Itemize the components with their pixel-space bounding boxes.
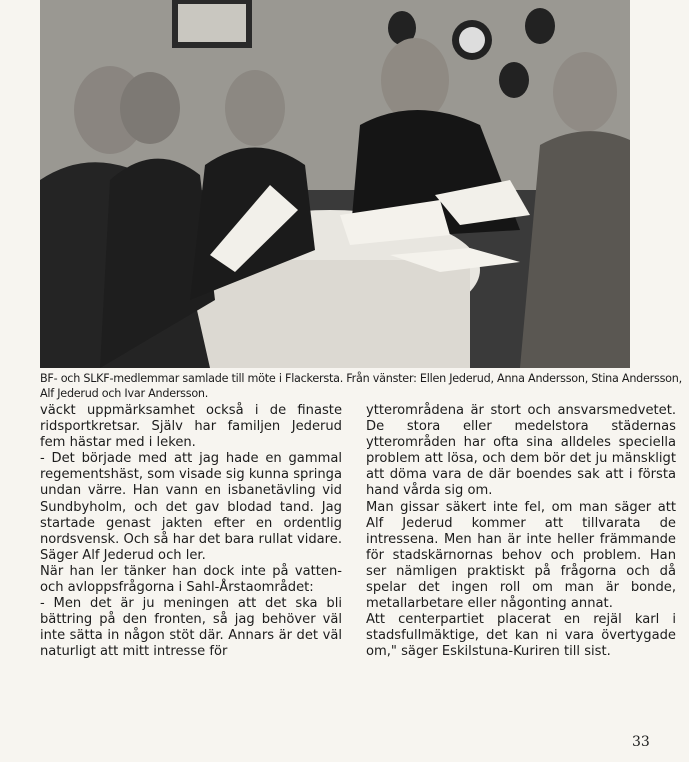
paragraph: - Men det är ju meningen att det ska bli bättring på den fronten, så jag behöver väl inte sätta in någon stöt där. Annars är det väl naturligt att mitt intresse för: [40, 596, 342, 660]
page-number: 33: [632, 734, 650, 750]
left-column: [40, 403, 342, 661]
paragraph: väckt uppmärksamhet också i de finaste ridsportkretsar. Själv har familjen Jederud fem hästar med i leken.: [40, 403, 342, 451]
paragraph: Man gissar säkert inte fel, om man säger att Alf Jederud kommer att tillvarata de intressena. Men han är inte heller främmande för stadskärnornas behov och problem. Han ser nämligen praktiskt på frågorna och då spelar det ingen roll om man är bonde, metallarbetare eller någonting annat.: [366, 499, 676, 612]
paragraph: När han ler tänker han dock inte på vatten- och avloppsfrågorna i Sahl-Årstaområdet:: [40, 563, 342, 596]
group-photo-illustration: [40, 0, 630, 368]
group-photo: [40, 0, 630, 368]
right-column: [366, 403, 676, 661]
photo-caption: BF- och SLKF-medlemmar samlade till möte i Flackersta. Från vänster: Ellen Jederud, Anna Andersson, Stina Andersson, Alf Jederud och Ivar Andersson.: [40, 372, 682, 400]
paragraph: - Det började med att jag hade en gammal regementshäst, som visade sig kunna springa undan värre. Han vann en isbanetävling vid Sundbyholm, och det gav blodad tand. Jag startade genast jakten efter en ordentlig nordsvensk. Och så har det bara rullat vidare. Säger Alf Jederud och ler.: [40, 451, 342, 563]
paragraph: ytterområdena är stort och ansvarsmedvetet. De stora eller medelstora städernas ytterområden har ofta sina alldeles speciella problem att lösa, och dem bör det ju mänskligt att döma vara de där boendes sak att i första hand vårda sig om.: [366, 403, 676, 499]
paragraph: Att centerpartiet placerat en rejäl karl i stadsfullmäktige, det kan ni vara övertygade om," säger Eskilstuna-Kuriren till sist.: [366, 612, 676, 660]
